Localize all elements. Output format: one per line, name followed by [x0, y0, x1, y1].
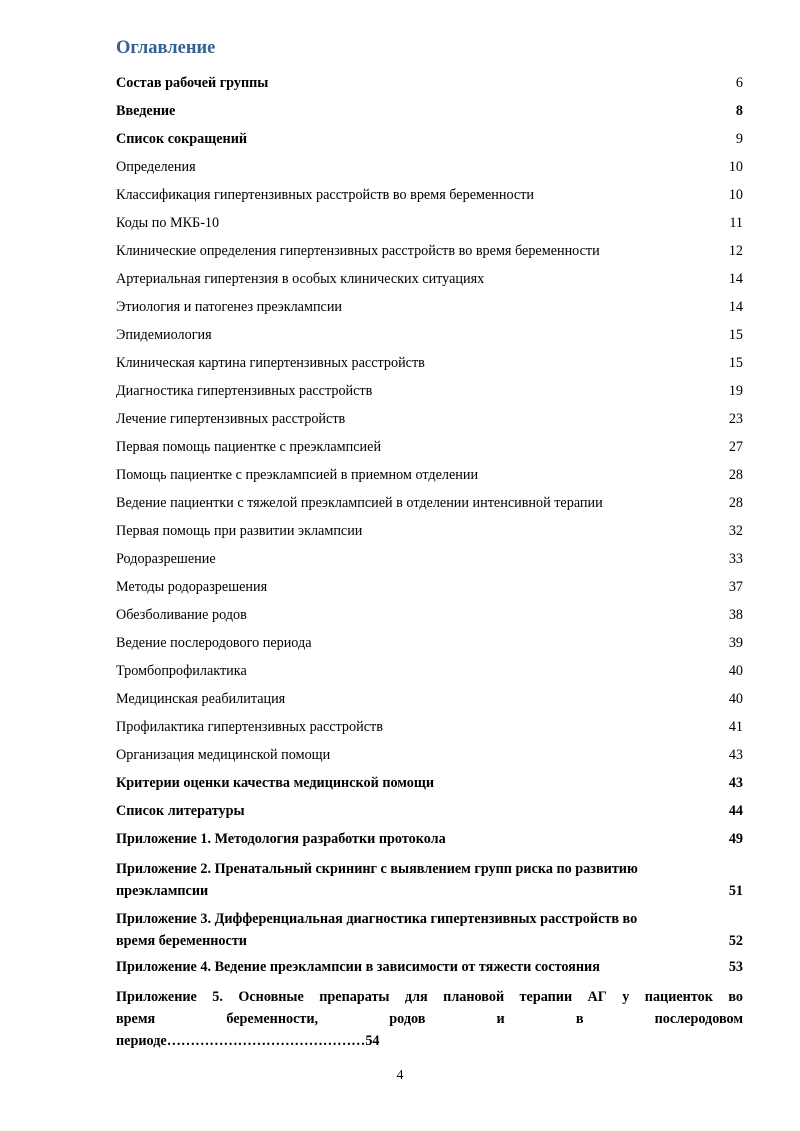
- toc-entry[interactable]: [116, 102, 743, 130]
- toc-entry-text: Родоразрешение: [116, 551, 216, 567]
- toc-entry-text: Диагностика гипертензивных расстройств: [116, 383, 373, 399]
- toc-entry[interactable]: [116, 382, 743, 410]
- toc-entry-text: Первая помощь при развитии эклампсии: [116, 523, 363, 539]
- toc-entry-page: 52: [728, 933, 743, 949]
- toc-entry[interactable]: [116, 634, 743, 662]
- toc-entry-text: время беременности: [116, 933, 247, 949]
- toc-entry-page: 14: [728, 299, 743, 315]
- toc-entry-text: Этиология и патогенез преэклампсии: [116, 299, 343, 315]
- toc-entry[interactable]: [116, 410, 743, 438]
- toc-entry-text: Медицинская реабилитация: [116, 691, 286, 707]
- toc-entry-appendix-4[interactable]: [116, 958, 743, 986]
- toc-entry[interactable]: [116, 298, 743, 326]
- toc-entry-text: периоде……………………………………54: [116, 1033, 380, 1049]
- toc-entry[interactable]: [116, 550, 743, 578]
- toc-entry-text: Список литературы: [116, 803, 245, 819]
- toc-entry[interactable]: [116, 690, 743, 718]
- toc-entry-text: Помощь пациентке с преэклампсией в приемном отделении: [116, 467, 479, 483]
- toc-entry[interactable]: [116, 802, 743, 830]
- toc-entry-text: Список сокращений: [116, 131, 248, 147]
- toc-entry-page: 40: [728, 663, 743, 679]
- toc-entry-appendix-5[interactable]: [116, 986, 743, 1052]
- toc-entry-text: Коды по МКБ-10: [116, 215, 220, 231]
- toc-entry[interactable]: [116, 774, 743, 802]
- toc-entry-text: Первая помощь пациентке с преэклампсией: [116, 439, 382, 455]
- toc-entry-text: Артериальная гипертензия в особых клинических ситуациях: [116, 271, 485, 287]
- toc-entry[interactable]: [116, 522, 743, 550]
- toc-entry-text: Профилактика гипертензивных расстройств: [116, 719, 383, 735]
- toc-entry-page: 43: [728, 747, 743, 763]
- toc-entry[interactable]: [116, 662, 743, 690]
- toc-entry-page: 28: [728, 467, 743, 483]
- toc-entry-page: 41: [728, 719, 743, 735]
- toc-entry[interactable]: [116, 242, 743, 270]
- toc-entry[interactable]: [116, 746, 743, 774]
- toc-entry-text: Приложение 2. Пренатальный скрининг с выявлением групп риска по развитию: [116, 861, 638, 877]
- toc-entry-page: 49: [728, 831, 743, 847]
- toc-entry[interactable]: [116, 494, 743, 522]
- toc-entry-text: Приложение 5. Основные препараты для плановой терапии АГ у пациенток во: [116, 989, 743, 1005]
- toc-entry-text: Ведение послеродового периода: [116, 635, 312, 651]
- toc-entry-page: 37: [728, 579, 743, 595]
- toc-entry-page: 8: [735, 103, 743, 119]
- toc-entry-page: 23: [728, 411, 743, 427]
- toc-entry[interactable]: [116, 186, 743, 214]
- toc-entry-page: 51: [728, 883, 743, 899]
- toc-entry-page: 40: [728, 691, 743, 707]
- toc-entry-page: 10: [728, 187, 743, 203]
- toc-entry-page: 32: [728, 523, 743, 539]
- toc-entry[interactable]: [116, 718, 743, 746]
- toc-entry-page: 12: [728, 243, 743, 259]
- toc-entry[interactable]: [116, 326, 743, 354]
- toc-entry-page: 14: [728, 271, 743, 287]
- toc-entry-text: преэклампсии: [116, 883, 209, 899]
- toc-entry-text: Приложение 3. Дифференциальная диагностика гипертензивных расстройств во: [116, 911, 638, 927]
- table-of-contents: [116, 74, 743, 1052]
- toc-entry[interactable]: [116, 270, 743, 298]
- toc-entry-text: Методы родоразрешения: [116, 579, 268, 595]
- toc-entry[interactable]: [116, 354, 743, 382]
- toc-entry-text: Клиническая картина гипертензивных расстройств: [116, 355, 425, 371]
- toc-entry-text: Критерии оценки качества медицинской помощи: [116, 775, 435, 791]
- toc-entry[interactable]: [116, 214, 743, 242]
- toc-entry[interactable]: [116, 158, 743, 186]
- toc-entry[interactable]: [116, 74, 743, 102]
- toc-entry[interactable]: [116, 438, 743, 466]
- toc-entry-text: Приложение 1. Методология разработки протокола: [116, 831, 446, 847]
- toc-entry-page: 33: [728, 551, 743, 567]
- toc-entry-page: 19: [728, 383, 743, 399]
- toc-entry-page: 27: [728, 439, 743, 455]
- toc-entry[interactable]: [116, 830, 743, 858]
- toc-entry-page: 6: [735, 75, 743, 91]
- toc-entry-appendix-3[interactable]: [116, 908, 743, 952]
- toc-entry-text: Обезболивание родов: [116, 607, 247, 623]
- toc-entry-text: Клинические определения гипертензивных расстройств во время беременности: [116, 243, 600, 259]
- toc-entry-text: Введение: [116, 103, 176, 119]
- toc-title: Оглавление: [116, 38, 216, 58]
- toc-entry-text: Состав рабочей группы: [116, 75, 269, 91]
- page-number: 4: [396, 1068, 404, 1083]
- toc-entries: [116, 74, 743, 858]
- toc-entry-text: время беременности, родов и в послеродовом: [116, 1011, 743, 1027]
- toc-entry-page: 15: [728, 327, 743, 343]
- toc-entry-text: Определения: [116, 159, 196, 175]
- toc-entry-page: 10: [728, 159, 743, 175]
- toc-entry-page: 11: [729, 215, 743, 231]
- toc-entry-text: Лечение гипертензивных расстройств: [116, 411, 346, 427]
- toc-entry[interactable]: [116, 606, 743, 634]
- toc-entry-page: 44: [728, 803, 743, 819]
- toc-entry-page: 9: [735, 131, 743, 147]
- toc-entry-appendix-2[interactable]: [116, 858, 743, 902]
- toc-entry-page: 43: [728, 775, 743, 791]
- toc-entry-text: Организация медицинской помощи: [116, 747, 331, 763]
- toc-entry[interactable]: [116, 130, 743, 158]
- toc-entry-text: Эпидемиология: [116, 327, 212, 343]
- toc-entry-text: Приложение 4. Ведение преэклампсии в зависимости от тяжести состояния: [116, 959, 600, 975]
- toc-entry[interactable]: [116, 578, 743, 606]
- toc-entry-page: 38: [728, 607, 743, 623]
- toc-entry-page: 53: [728, 959, 743, 975]
- toc-entry-page: 39: [728, 635, 743, 651]
- toc-entry-text: Ведение пациентки с тяжелой преэклампсией в отделении интенсивной терапии: [116, 495, 603, 511]
- toc-entry-text: Классификация гипертензивных расстройств во время беременности: [116, 187, 534, 203]
- toc-entry-page: 28: [728, 495, 743, 511]
- toc-entry-page: 15: [728, 355, 743, 371]
- toc-entry-text: Тромбопрофилактика: [116, 663, 247, 679]
- toc-entry[interactable]: [116, 466, 743, 494]
